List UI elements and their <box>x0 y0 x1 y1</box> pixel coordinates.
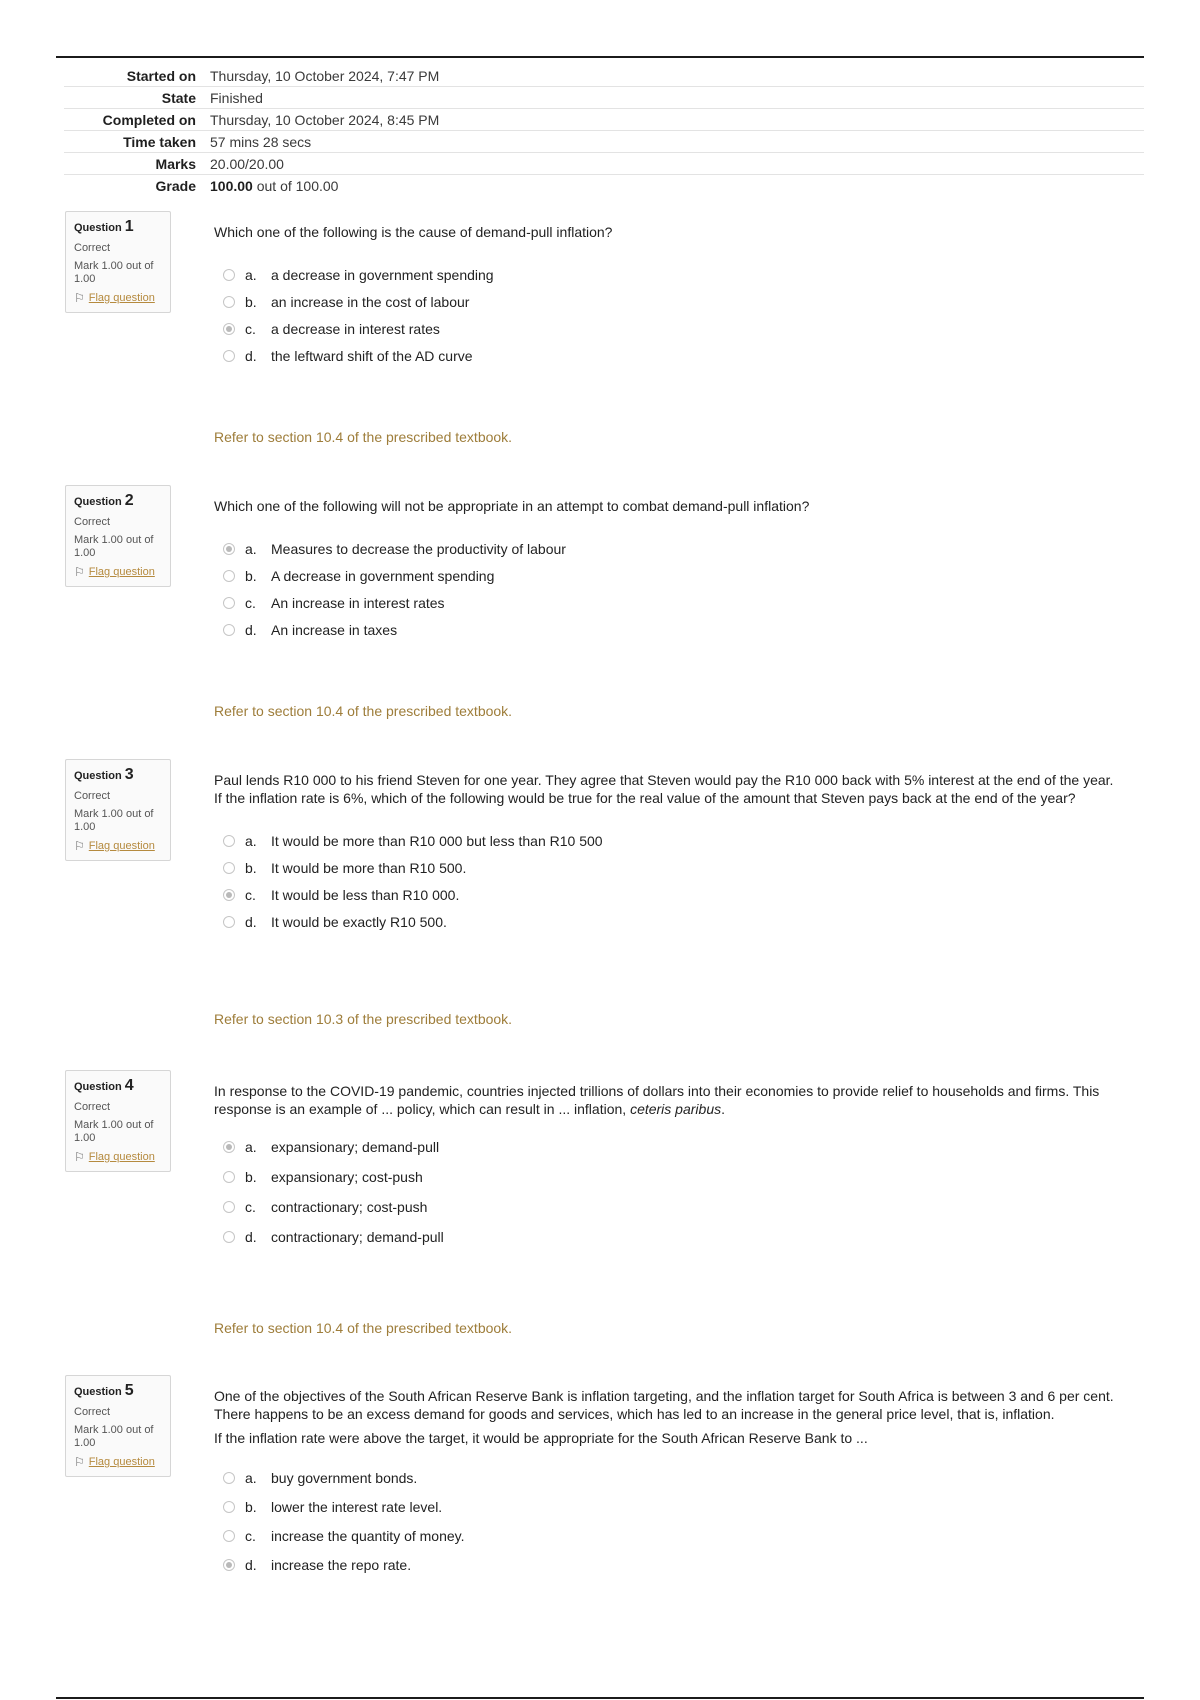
summary-row-state <box>64 87 1144 109</box>
answer-options <box>223 827 1114 935</box>
radio-button[interactable] <box>223 835 235 847</box>
option-a[interactable]: a. Measures to decrease the productivity of labour <box>223 535 1114 562</box>
radio-button[interactable] <box>223 1472 235 1484</box>
answer-options <box>223 1463 1114 1579</box>
radio-button[interactable] <box>223 1171 235 1183</box>
radio-button[interactable] <box>223 269 235 281</box>
question-info <box>65 211 171 313</box>
flag-question-link[interactable]: ⚐ Flag question <box>74 565 155 579</box>
radio-button[interactable] <box>223 1231 235 1243</box>
option-a[interactable]: a. buy government bonds. <box>223 1463 1114 1492</box>
question-text: In response to the COVID-19 pandemic, countries injected trillions of dollars into their economies to provide relief to households and firms. This response is an example of ... policy, which can result in ... inflation, ceteris paribus. <box>214 1083 1100 1117</box>
option-b[interactable]: b. an increase in the cost of labour <box>223 288 1114 315</box>
grade-score: 100.00 <box>210 177 253 194</box>
question-text: Paul lends R10 000 to his friend Steven for one year. They agree that Steven would pay the R10 000 back with 5% interest at the end of the year. If the inflation rate is 6%, which of the following would be true for the real value of the amount that Steven pays back at the end of the year? <box>214 772 1114 806</box>
option-b[interactable]: b. A decrease in government spending <box>223 562 1114 589</box>
question-number: Question 1 <box>74 218 134 235</box>
option-d[interactable]: d. the leftward shift of the AD curve <box>223 342 1114 369</box>
option-d[interactable]: d. increase the repo rate. <box>223 1550 1114 1579</box>
radio-button-selected[interactable] <box>223 889 235 901</box>
bottom-rule <box>56 1697 1144 1699</box>
general-feedback: Refer to section 10.4 of the prescribed textbook. <box>214 1320 513 1336</box>
question-info <box>65 1070 171 1172</box>
question-mark: Mark 1.00 out of 1.00 <box>74 260 154 285</box>
radio-button[interactable] <box>223 597 235 609</box>
general-feedback: Refer to section 10.4 of the prescribed textbook. <box>214 429 513 445</box>
question-number: Question 2 <box>74 492 134 509</box>
radio-button[interactable] <box>223 350 235 362</box>
option-c[interactable]: c. It would be less than R10 000. <box>223 881 1114 908</box>
question-text <box>214 1387 1114 1447</box>
flag-icon: ⚐ <box>74 1150 85 1164</box>
summary-value: Finished <box>210 89 263 106</box>
flag-question-link[interactable]: ⚐ Flag question <box>74 1455 155 1469</box>
question-state: Correct <box>74 516 111 528</box>
option-c[interactable]: c. increase the quantity of money. <box>223 1521 1114 1550</box>
summary-label: Time taken <box>123 133 196 150</box>
option-b[interactable]: b. lower the interest rate level. <box>223 1492 1114 1521</box>
question-number: Question 5 <box>74 1382 134 1399</box>
summary-value: Thursday, 10 October 2024, 8:45 PM <box>210 111 440 128</box>
question-content <box>214 1082 1114 1336</box>
top-rule <box>56 56 1144 58</box>
summary-label: State <box>161 89 196 106</box>
question-content <box>214 1387 1114 1579</box>
question-number: Question 4 <box>74 1077 134 1094</box>
question-content <box>214 497 1114 719</box>
question-state: Correct <box>74 1406 111 1418</box>
summary-row-started <box>64 65 1144 87</box>
flag-question-link[interactable]: ⚐ Flag question <box>74 1150 155 1164</box>
question-paragraph: If the inflation rate were above the target, it would be appropriate for the South African Reserve Bank to ... <box>214 1430 868 1446</box>
option-d[interactable]: d. contractionary; demand-pull <box>223 1222 1114 1252</box>
radio-button[interactable] <box>223 916 235 928</box>
radio-button[interactable] <box>223 570 235 582</box>
question-text: Which one of the following is the cause of demand-pull inflation? <box>214 224 613 240</box>
attempt-summary-table <box>64 65 1144 196</box>
summary-value: 20.00/20.00 <box>210 155 284 172</box>
general-feedback: Refer to section 10.3 of the prescribed textbook. <box>214 1011 513 1027</box>
question-mark: Mark 1.00 out of 1.00 <box>74 534 154 559</box>
answer-options <box>223 261 1114 369</box>
radio-button[interactable] <box>223 624 235 636</box>
question-text: Which one of the following will not be appropriate in an attempt to combat demand-pull inflation? <box>214 498 810 514</box>
summary-value: Thursday, 10 October 2024, 7:47 PM <box>210 67 440 84</box>
radio-button[interactable] <box>223 296 235 308</box>
flag-question-link[interactable]: ⚐ Flag question <box>74 839 155 853</box>
flag-icon: ⚐ <box>74 839 85 853</box>
summary-value: 57 mins 28 secs <box>210 133 312 150</box>
option-c[interactable]: c. a decrease in interest rates <box>223 315 1114 342</box>
question-state: Correct <box>74 1101 111 1113</box>
option-a[interactable]: a. a decrease in government spending <box>223 261 1114 288</box>
question-info <box>65 759 171 861</box>
radio-button-selected[interactable] <box>223 543 235 555</box>
question-paragraph: One of the objectives of the South African Reserve Bank is inflation targeting, and the inflation target for South Africa is between 3 and 6 per cent. There happens to be an excess demand for goods and services, which has led to an increase in the general price level, that is, inflation. <box>214 1388 1114 1422</box>
answer-options <box>223 535 1114 643</box>
summary-row-grade <box>64 175 1144 196</box>
question-content <box>214 223 1114 445</box>
option-a[interactable]: a. It would be more than R10 000 but less than R10 500 <box>223 827 1114 854</box>
question-info <box>65 1375 171 1477</box>
option-b[interactable]: b. expansionary; cost-push <box>223 1162 1114 1192</box>
radio-button-selected[interactable] <box>223 323 235 335</box>
option-a[interactable]: a. expansionary; demand-pull <box>223 1132 1114 1162</box>
question-mark: Mark 1.00 out of 1.00 <box>74 1424 154 1449</box>
summary-label: Grade <box>155 177 196 194</box>
option-d[interactable]: d. It would be exactly R10 500. <box>223 908 1114 935</box>
flag-icon: ⚐ <box>74 565 85 579</box>
radio-button[interactable] <box>223 1530 235 1542</box>
flag-icon: ⚐ <box>74 1455 85 1469</box>
radio-button[interactable] <box>223 1501 235 1513</box>
option-d[interactable]: d. An increase in taxes <box>223 616 1114 643</box>
summary-label: Completed on <box>102 111 196 128</box>
question-content <box>214 771 1114 1027</box>
question-number: Question 3 <box>74 766 134 783</box>
radio-button[interactable] <box>223 862 235 874</box>
radio-button-selected[interactable] <box>223 1141 235 1153</box>
flag-icon: ⚐ <box>74 291 85 305</box>
summary-row-completed <box>64 109 1144 131</box>
radio-button-selected[interactable] <box>223 1559 235 1571</box>
question-mark: Mark 1.00 out of 1.00 <box>74 1119 154 1144</box>
question-mark: Mark 1.00 out of 1.00 <box>74 808 154 833</box>
question-state: Correct <box>74 790 111 802</box>
italic-term: ceteris paribus <box>630 1101 722 1117</box>
option-c[interactable]: c. contractionary; cost-push <box>223 1192 1114 1222</box>
summary-row-marks <box>64 153 1144 175</box>
option-c[interactable]: c. An increase in interest rates <box>223 589 1114 616</box>
radio-button[interactable] <box>223 1201 235 1213</box>
option-b[interactable]: b. It would be more than R10 500. <box>223 854 1114 881</box>
question-state: Correct <box>74 242 111 254</box>
question-info <box>65 485 171 587</box>
flag-question-link[interactable]: ⚐ Flag question <box>74 291 155 305</box>
grade-total: out of 100.00 <box>252 177 339 194</box>
summary-label: Marks <box>155 155 196 172</box>
summary-row-time-taken <box>64 131 1144 153</box>
general-feedback: Refer to section 10.4 of the prescribed textbook. <box>214 703 513 719</box>
answer-options <box>223 1132 1114 1252</box>
summary-value <box>210 178 338 194</box>
summary-label: Started on <box>126 67 196 84</box>
